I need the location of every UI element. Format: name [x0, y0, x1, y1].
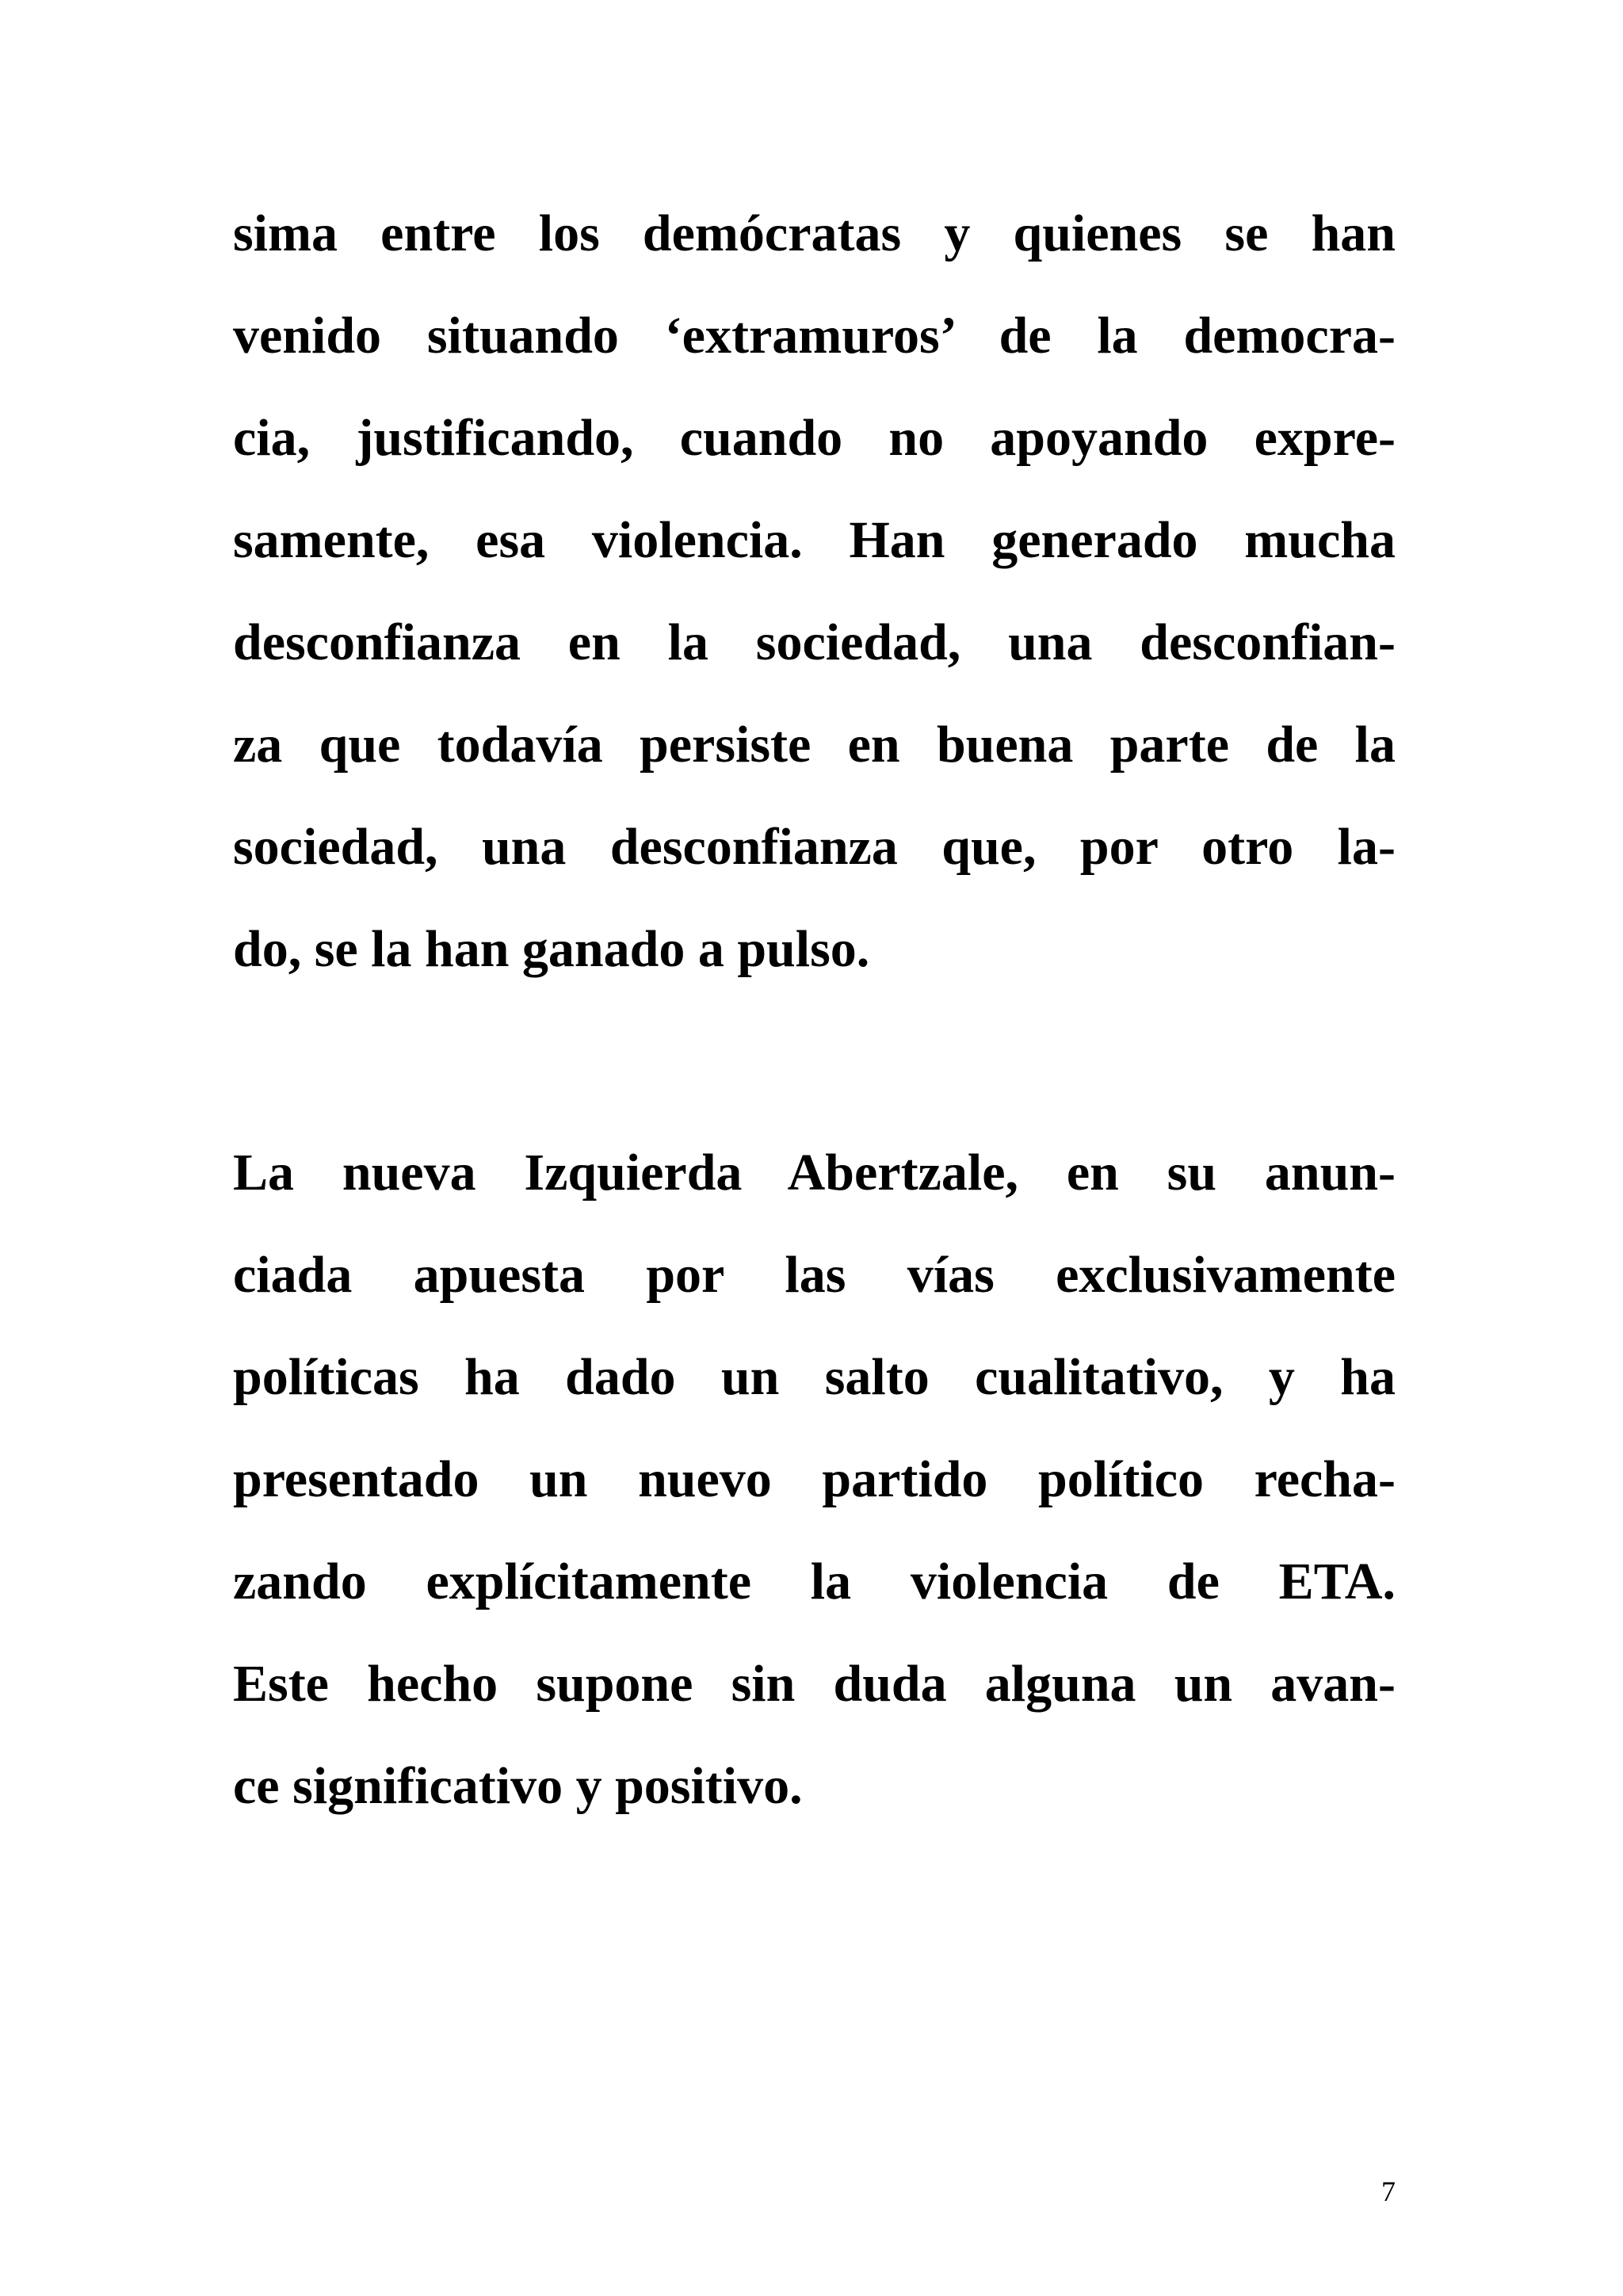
paragraph-1 — [233, 182, 1396, 1000]
paragraph-line: sociedad, una desconfianza que, por otro la- — [233, 818, 1396, 876]
paragraph-line: za que todavía persiste en buena parte de la — [233, 716, 1396, 774]
paragraph-line: cia, justificando, cuando no apoyando expre- — [233, 409, 1396, 467]
paragraph-2 — [233, 1121, 1396, 1837]
paragraph-line: ce significativo y positivo. — [233, 1757, 803, 1815]
paragraph-line: sima entre los demócratas y quienes se han — [233, 204, 1396, 262]
paragraph-line: La nueva Izquierda Abertzale, en su anun- — [233, 1144, 1396, 1201]
paragraph-line: presentado un nuevo partido político recha- — [233, 1450, 1396, 1508]
paragraph-line: políticas ha dado un salto cualitativo, y ha — [233, 1348, 1396, 1406]
paragraph-line: desconfianza en la sociedad, una desconfian- — [233, 613, 1396, 671]
paragraph-line: Este hecho supone sin duda alguna un avan- — [233, 1655, 1396, 1713]
paragraph-line: zando explícitamente la violencia de ETA. — [233, 1553, 1396, 1610]
paragraph-line: samente, esa violencia. Han generado mucha — [233, 511, 1396, 569]
paragraph-line: do, se la han ganado a pulso. — [233, 920, 870, 978]
paragraph-line: venido situando ‘extramuros’ de la democra- — [233, 307, 1396, 365]
paragraph-line: ciada apuesta por las vías exclusivamente — [233, 1246, 1396, 1304]
page-number: 7 — [1381, 2176, 1396, 2207]
